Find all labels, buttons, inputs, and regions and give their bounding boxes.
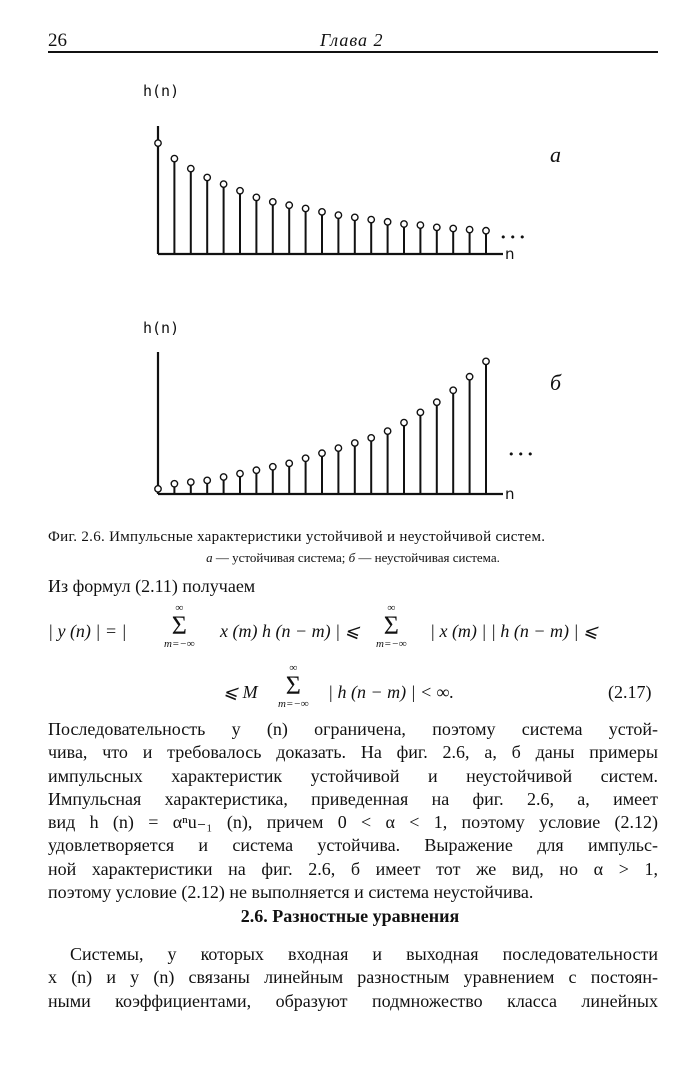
plot-a-stem-marker (483, 228, 489, 234)
plot-b-stem-marker (286, 460, 292, 466)
plot-b-ylabel: h(n) (143, 319, 180, 337)
plot-a-stem-marker (319, 209, 325, 215)
plot-b-ellipsis: ••• (508, 448, 537, 461)
plot-a-ylabel: h(n) (143, 82, 180, 100)
plot-a-stem-marker (286, 202, 292, 208)
caption-line-2 (48, 548, 658, 567)
plot-b-stem-marker (483, 358, 489, 364)
plot-a-ellipsis: ••• (500, 231, 529, 244)
eq1-middle: x (m) h (n − m) | ⩽ (220, 621, 360, 641)
page-number: 26 (48, 30, 67, 51)
plot-a-stem-marker (401, 221, 407, 227)
plot-b-stem-marker (417, 409, 423, 415)
plot-a-stem-marker (204, 174, 210, 180)
plot-b-stem-marker (302, 455, 308, 461)
caption-a-text: — устойчивая система; (215, 550, 346, 565)
eq1-lhs: | y (n) | = | (48, 621, 127, 641)
eq2-lhs: ⩽ M (223, 682, 258, 702)
paragraph-2 (48, 943, 658, 1013)
plot-b-stem-marker (319, 450, 325, 456)
plot-a-panel-label: а (550, 142, 561, 167)
plot-b-stem-marker (188, 479, 194, 485)
plot-a-stem-marker (384, 219, 390, 225)
caption-a-letter: а (206, 550, 213, 565)
para1-line: импульсных характеристик устойчивой и неустойчивой систем. (48, 765, 658, 786)
equation-number: (2.17) (608, 682, 652, 702)
para1-line: чива, что и требовалось доказать. На фиг. 2.6, а, б даны примеры (48, 742, 658, 763)
section-heading: 2.6. Разностные уравнения (240, 906, 460, 926)
plot-a-stem-marker (270, 199, 276, 205)
intro-text: Из формул (2.11) получаем (48, 576, 256, 596)
plot-b-stem-marker (171, 481, 177, 487)
plot-b-stem-marker (352, 440, 358, 446)
plot-a-stem-marker (434, 224, 440, 230)
plot-b-stem-marker (401, 419, 407, 425)
caption-b-letter: б (348, 550, 356, 565)
plot-a-stem-marker (417, 222, 423, 228)
plot-b-stem-marker (270, 464, 276, 470)
page-header (48, 30, 658, 52)
plot-b-stem-marker (237, 470, 243, 476)
stem-plot-b (0, 310, 700, 510)
plot-a-stem-marker (171, 155, 177, 161)
stem-plot-a (0, 70, 700, 270)
plot-a-stem-marker (237, 188, 243, 194)
plot-b-stem-marker (384, 428, 390, 434)
plot-a-stem-marker (450, 225, 456, 231)
paragraph-1 (48, 718, 658, 904)
para1-line: ной характеристики на фиг. 2.6, б имеет тот же вид, но α > 1, (48, 858, 658, 879)
plot-b-panel-label: б (550, 370, 562, 395)
para1-line: удовлетворяется и система устойчива. Выражение для импульс- (48, 835, 658, 856)
plot-b-stem-marker (220, 474, 226, 480)
plot-b-stem-marker (253, 467, 259, 473)
eq1-right: | x (m) | | h (n − m) | ⩽ (430, 621, 598, 641)
plot-a-stem-marker (352, 214, 358, 220)
plot-a-stem-marker (253, 194, 259, 200)
plot-a-xlabel: n (505, 245, 515, 263)
para2-line: Системы, у которых входная и выходная последовательности (70, 944, 658, 964)
plot-b-stem-marker (368, 435, 374, 441)
plot-b-stem-marker (434, 399, 440, 405)
caption-line-1: Фиг. 2.6. Импульсные характеристики устойчивой и неустойчивой систем. (48, 529, 546, 545)
plot-b-stem-marker (466, 374, 472, 380)
plot-a-stem-marker (466, 226, 472, 232)
plot-a-stem-marker (220, 181, 226, 187)
plot-a-stem-marker (302, 205, 308, 211)
sum-operator-3: ∞ Σ m=−∞ (278, 662, 309, 710)
formula-line-1 (48, 602, 668, 662)
plot-b-stem-marker (450, 387, 456, 393)
plot-b-stem-marker (335, 445, 341, 451)
figure-caption (48, 528, 658, 567)
para1-line: Последовательность y (n) ограничена, поэтому система устой- (48, 719, 658, 739)
sum-operator-2: ∞ Σ m=−∞ (376, 602, 407, 650)
eq2-right: | h (n − m) | < ∞. (328, 682, 455, 702)
para2-line: ными коэффициентами, образуют подмножество класса линейных (48, 990, 658, 1011)
plot-a-stem-marker (335, 212, 341, 218)
para1-line: вид h (n) = αⁿu₋₁ (n), причем 0 < α < 1, поэтому условие (2.12) (48, 812, 658, 833)
caption-b-text: — неустойчивая система. (358, 550, 500, 565)
para1-line: поэтому условие (2.12) не выполняется и система неустойчива. (48, 882, 534, 903)
plot-b-stem-marker (204, 477, 210, 483)
plot-b-xlabel: n (505, 485, 515, 503)
para2-line: x (n) и y (n) связаны линейным разностным уравнением с постоян- (48, 967, 658, 988)
plot-b-stem-marker (155, 486, 161, 492)
sum-operator-1: ∞ Σ m=−∞ (164, 602, 195, 650)
header-rule (48, 51, 658, 53)
para1-line: Импульсная характеристика, приведенная на фиг. 2.6, а, имеет (48, 788, 658, 809)
running-title: Глава 2 (320, 30, 384, 50)
formula-line-2 (48, 664, 668, 724)
plot-a-stem-marker (155, 140, 161, 146)
plot-a-stem-marker (188, 165, 194, 171)
plot-a-stem-marker (368, 216, 374, 222)
